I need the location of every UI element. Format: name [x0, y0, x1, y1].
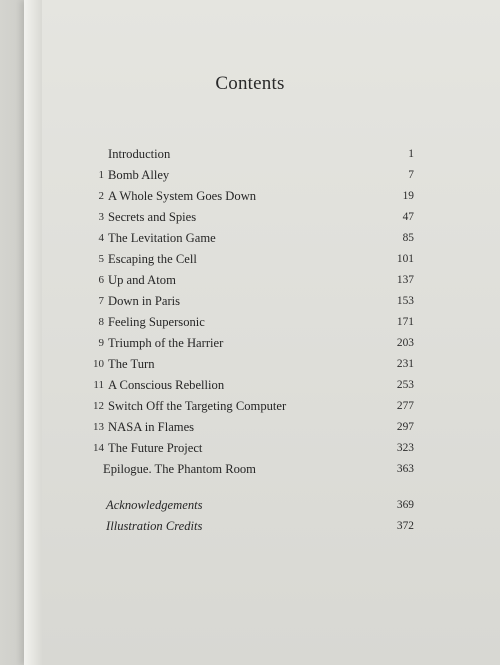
toc-entry [0, 378, 500, 399]
back-matter-title: Acknowledgements [106, 498, 203, 512]
page-number: 85 [402, 232, 414, 244]
page-number: 137 [396, 274, 414, 286]
page-number: 171 [396, 316, 414, 328]
chapter-title: Switch Off the Targeting Computer [108, 399, 287, 413]
toc-entry [0, 399, 500, 420]
toc-entry-epilogue [0, 462, 500, 483]
chapter-number: 14 [93, 442, 104, 454]
chapter-title: NASA in Flames [108, 420, 195, 434]
chapter-title: A Whole System Goes Down [108, 189, 257, 203]
page-number: 19 [402, 190, 414, 202]
toc-entry [0, 168, 500, 189]
page-number: 277 [396, 400, 414, 412]
page-number: 1 [408, 148, 414, 160]
toc-entry [0, 210, 500, 231]
chapter-number: 13 [93, 421, 104, 433]
chapter-title: Bomb Alley [108, 168, 170, 182]
chapter-title: Secrets and Spies [108, 210, 197, 224]
toc-entry [0, 315, 500, 336]
chapter-number: 10 [93, 358, 104, 370]
toc-entry [0, 189, 500, 210]
chapter-title: Feeling Supersonic [108, 315, 205, 329]
chapter-number: 5 [98, 253, 104, 265]
page-number: 101 [396, 253, 414, 265]
chapter-number: 6 [98, 274, 104, 286]
chapter-number: 2 [98, 190, 104, 202]
chapter-title: Epilogue. The Phantom Room [103, 462, 256, 476]
toc-entry [0, 420, 500, 441]
page-number: 153 [396, 295, 414, 307]
page-number: 369 [396, 499, 414, 511]
chapter-number: 11 [93, 379, 104, 391]
chapter-number: 8 [98, 316, 104, 328]
page-number: 372 [396, 520, 414, 532]
chapter-number: 3 [98, 211, 104, 223]
chapter-title: The Turn [108, 357, 155, 371]
toc-entry [0, 252, 500, 273]
chapter-title: The Future Project [108, 441, 203, 455]
page-number: 231 [396, 358, 414, 370]
page-title: Contents [215, 73, 285, 94]
chapter-number: 1 [98, 169, 104, 181]
toc-entry-illustration-credits [0, 519, 500, 540]
chapter-number: 4 [98, 232, 104, 244]
chapter-title: Up and Atom [108, 273, 176, 287]
chapter-title: Triumph of the Harrier [108, 336, 224, 350]
toc-entry [0, 231, 500, 252]
toc-entry [0, 294, 500, 315]
toc-entry-introduction [0, 147, 500, 168]
page-number: 7 [408, 169, 414, 181]
page-number: 363 [396, 463, 414, 475]
chapter-number: 9 [98, 337, 104, 349]
page-number: 323 [396, 442, 414, 454]
page-number: 297 [396, 421, 414, 433]
toc-entry [0, 357, 500, 378]
page-number: 203 [396, 337, 414, 349]
chapter-title: Introduction [108, 147, 171, 161]
page-number: 47 [402, 211, 414, 223]
back-matter-title: Illustration Credits [106, 519, 203, 533]
toc-entry [0, 441, 500, 462]
chapter-title: Down in Paris [108, 294, 181, 308]
chapter-number: 7 [98, 295, 104, 307]
chapter-title: The Levitation Game [108, 231, 216, 245]
chapter-title: Escaping the Cell [108, 252, 197, 266]
chapter-title: A Conscious Rebellion [108, 378, 225, 392]
toc-entry [0, 336, 500, 357]
page-number: 253 [396, 379, 414, 391]
toc-entry-acknowledgements [0, 498, 500, 519]
toc-entry [0, 273, 500, 294]
chapter-number: 12 [93, 400, 104, 412]
